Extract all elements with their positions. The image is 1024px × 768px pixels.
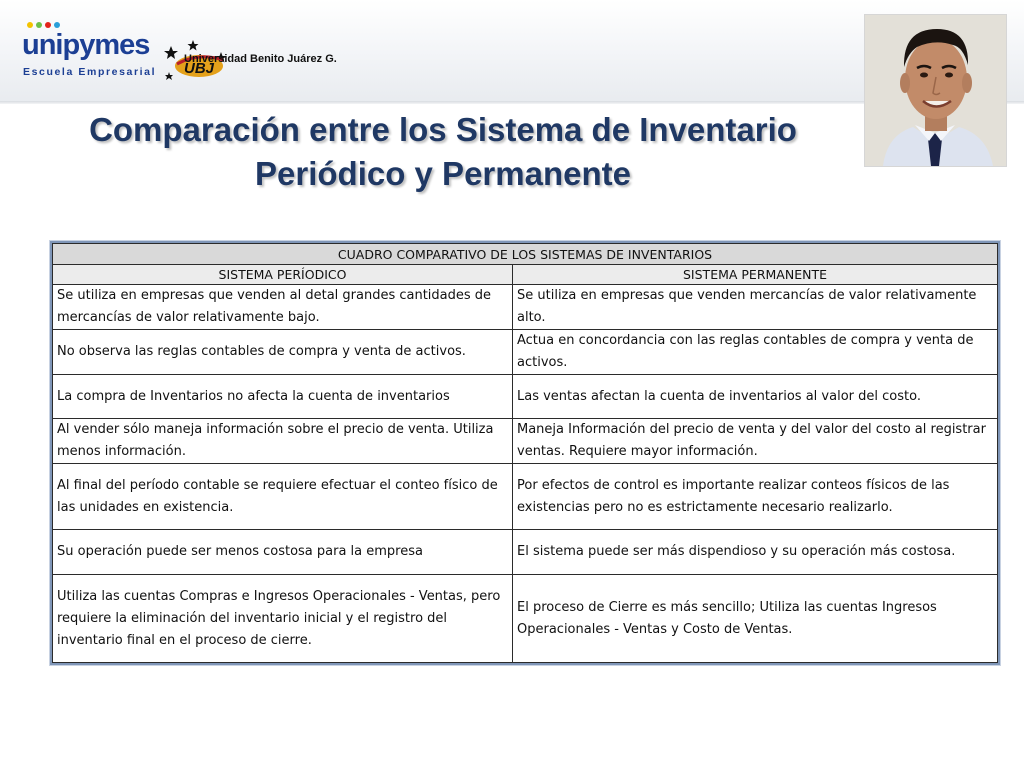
cell-periodico: Se utiliza en empresas que venden al detal grandes cantidades de mercancías de valor relativamente bajo.: [53, 285, 513, 330]
brand-name: unipymes: [22, 29, 150, 61]
cell-permanente: Actua en concordancia con las reglas contables de compra y venta de activos.: [513, 330, 998, 375]
title-line-1: Comparación entre los Sistema de Inventario: [89, 111, 797, 148]
cell-periodico: Utiliza las cuentas Compras e Ingresos Operacionales - Ventas, pero requiere la eliminación del inventario inicial y el registro del inventario final en el proceso de cierre.: [53, 575, 513, 663]
table-caption: CUADRO COMPARATIVO DE LOS SISTEMAS DE INVENTARIOS: [53, 244, 998, 265]
presenter-portrait-icon: [865, 15, 1006, 166]
university-name: Universidad Benito Juárez G.: [184, 53, 337, 65]
brand-subtitle: Escuela Empresarial: [23, 66, 157, 78]
cell-periodico: Al final del período contable se requiere efectuar el conteo físico de las unidades en existencia.: [53, 464, 513, 530]
cell-permanente: El proceso de Cierre es más sencillo; Utiliza las cuentas Ingresos Operacionales - Ventas y Costo de Ventas.: [513, 575, 998, 663]
cell-periodico: La compra de Inventarios no afecta la cuenta de inventarios: [53, 375, 513, 419]
column-header-permanente: SISTEMA PERMANENTE: [513, 265, 998, 285]
comparison-table: [50, 241, 1000, 665]
table-row: [53, 375, 998, 419]
unipymes-logo: [22, 22, 157, 82]
title-line-2: Periódico y Permanente: [255, 155, 631, 192]
cell-periodico: Al vender sólo maneja información sobre el precio de venta. Utiliza menos información.: [53, 419, 513, 464]
cell-permanente: Se utiliza en empresas que venden mercancías de valor relativamente alto.: [513, 285, 998, 330]
presenter-photo: [864, 14, 1007, 167]
table-row: [53, 285, 998, 330]
cell-periodico: No observa las reglas contables de compra y venta de activos.: [53, 330, 513, 375]
table-row: [53, 530, 998, 575]
ubj-letters: UBJ: [183, 60, 215, 77]
cell-permanente: Las ventas afectan la cuenta de inventarios al valor del costo.: [513, 375, 998, 419]
slide-title: [20, 108, 866, 196]
table-caption-row: [53, 244, 998, 265]
cell-permanente: El sistema puede ser más dispendioso y su operación más costosa.: [513, 530, 998, 575]
table-row: [53, 419, 998, 464]
table-row: [53, 575, 998, 663]
cell-permanente: Por efectos de control es importante realizar conteos físicos de las existencias pero no es estrictamente necesario realizarlo.: [513, 464, 998, 530]
cell-periodico: Su operación puede ser menos costosa para la empresa: [53, 530, 513, 575]
table-row: [53, 464, 998, 530]
table-row: [53, 330, 998, 375]
cell-permanente: Maneja Información del precio de venta y del valor del costo al registrar ventas. Requiere mayor información.: [513, 419, 998, 464]
table-header-row: [53, 265, 998, 285]
column-header-periodico: SISTEMA PERÍODICO: [53, 265, 513, 285]
